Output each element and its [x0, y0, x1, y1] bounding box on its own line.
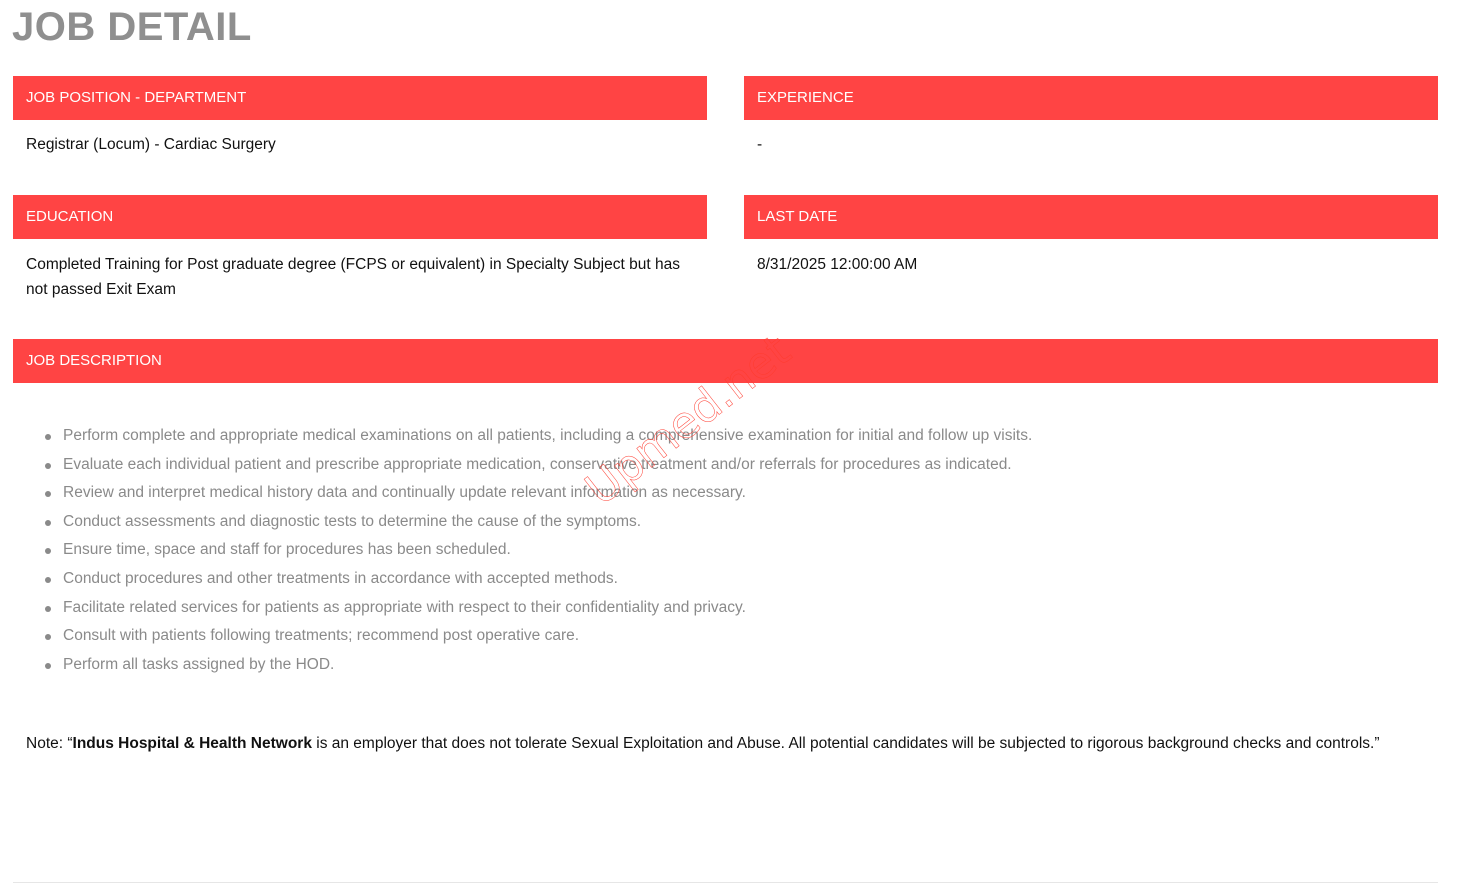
list-item: Conduct procedures and other treatments in accordance with accepted methods.: [63, 565, 1032, 594]
position-value: Registrar (Locum) - Cardiac Surgery: [26, 136, 276, 153]
list-item: Evaluate each individual patient and prescribe appropriate medication, conservative treatment and/or referrals for procedures as indicated.: [63, 451, 1032, 480]
duties-list: [26, 422, 1032, 679]
note-prefix: Note: “: [26, 735, 73, 752]
experience-value: -: [757, 136, 763, 153]
education-header: EDUCATION: [13, 195, 707, 239]
note-text: is an employer that does not tolerate Sexual Exploitation and Abuse. All potential candidates will be subjected to rigorous background checks and controls.”: [311, 735, 1380, 752]
bottom-divider: [13, 882, 1438, 883]
position-header: JOB POSITION - DEPARTMENT: [13, 76, 707, 120]
watermark-logo: Upmed.net: [576, 325, 801, 516]
last-date-header: LAST DATE: [744, 195, 1438, 239]
last-date-value: 8/31/2025 12:00:00 AM: [757, 256, 918, 273]
list-item: Consult with patients following treatments; recommend post operative care.: [63, 622, 1032, 651]
experience-header: EXPERIENCE: [744, 76, 1438, 120]
list-item: Ensure time, space and staff for procedures has been scheduled.: [63, 536, 1032, 565]
list-item: Review and interpret medical history data and continually update relevant information as necessary.: [63, 479, 1032, 508]
list-item: Conduct assessments and diagnostic tests to determine the cause of the symptoms.: [63, 508, 1032, 537]
employer-name: Indus Hospital & Health Network: [72, 735, 312, 752]
education-value: Completed Training for Post graduate degree (FCPS or equivalent) in Specialty Subject but has not passed Exit Exam: [26, 256, 680, 298]
list-item: Perform all tasks assigned by the HOD.: [63, 651, 1032, 680]
description-header: JOB DESCRIPTION: [13, 339, 1438, 383]
list-item: Facilitate related services for patients as appropriate with respect to their confidentiality and privacy.: [63, 594, 1032, 623]
page-title: JOB DETAIL: [12, 5, 252, 49]
employer-note: [26, 731, 1426, 757]
list-item: Perform complete and appropriate medical examinations on all patients, including a comprehensive examination for initial and follow up visits.: [63, 422, 1032, 451]
